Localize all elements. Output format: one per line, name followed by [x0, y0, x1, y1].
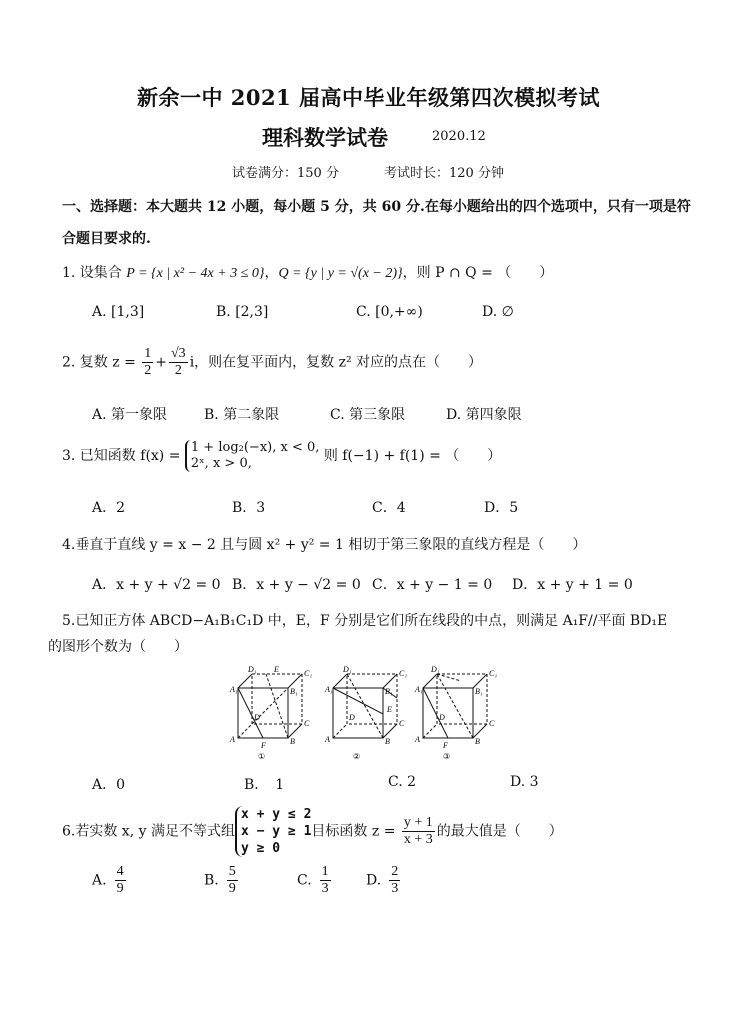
svg-text:F: F [261, 741, 266, 750]
q2-fraction-2: $\frac{√3}{2}$ [171, 346, 186, 378]
duration: 考试时长：120 分钟 [384, 166, 504, 181]
q4-option-b[interactable]: B．x + y − √2 = 0 [232, 577, 361, 593]
q6-prefix: 6.若实数 x, y 满足不等式组 [62, 823, 235, 840]
q2-suffix: i，则在复平面内，复数 z² 对应的点在（ ） [189, 354, 483, 371]
q3-suffix: 则 f(−1) + f(1) = （ ） [323, 448, 502, 464]
q1-option-d[interactable]: D. ∅ [482, 304, 514, 320]
svg-text:A₁: A₁ [230, 685, 238, 694]
section-heading-cont: 合题目要求的. [62, 231, 151, 247]
q6-option-d[interactable]: D. $\frac{2}{3}$ [366, 864, 399, 896]
svg-text:A: A [325, 735, 330, 744]
q6-option-a[interactable]: A. $\frac{4}{9}$ [92, 864, 124, 896]
page-title: 新余一中 2021 届高中毕业年级第四次模拟考试 [136, 85, 601, 110]
question-1: 1. 设集合 P = {x | x² − 4x + 3 ≤ 0}，Q = {y | y = √(x − 2)}，则 P ∩ Q = （ ） [62, 265, 554, 281]
q6-option-c[interactable]: C. $\frac{1}{3}$ [297, 864, 329, 896]
q1-suffix: ，则 P ∩ Q = （ ） [402, 265, 554, 281]
page-subtitle: 理科数学试卷 [262, 125, 388, 150]
q6-suffix: 的最大值是（ ） [436, 823, 563, 840]
q5-option-c[interactable]: C. 2 [388, 774, 417, 790]
cube-figures [228, 664, 498, 762]
exam-date: 2020.12 [432, 129, 486, 144]
svg-text:F: F [443, 741, 448, 750]
svg-text:D₁: D₁ [431, 665, 440, 674]
full-score: 试卷满分：150 分 [232, 166, 339, 181]
figure-label-2: ② [353, 752, 361, 761]
q2-prefix: 2. 复数 z = [62, 354, 141, 371]
question-4: 4.垂直于直线 y = x − 2 且与圆 x² + y² = 1 相切于第三象限的直线方程是（ ） [62, 537, 587, 553]
q2-option-a[interactable]: A. 第一象限 [92, 407, 168, 423]
svg-text:C₁: C₁ [304, 669, 313, 678]
q1-prefix: 1. 设集合 [62, 265, 127, 281]
q6-objective: 目标函数 z = [311, 823, 400, 840]
q2-option-d[interactable]: D. 第四象限 [446, 407, 522, 423]
svg-text:E: E [387, 705, 392, 714]
q1-option-b[interactable]: B. [2,3] [216, 304, 269, 320]
svg-text:A₁: A₁ [325, 685, 333, 694]
svg-text:A: A [415, 735, 420, 744]
q1-option-c[interactable]: C. [0,+∞) [356, 304, 423, 320]
svg-text:B₁: B₁ [385, 687, 393, 696]
figure-label-3: ③ [443, 752, 451, 761]
svg-text:D₁: D₁ [248, 665, 257, 674]
q2-option-b[interactable]: B. 第二象限 [204, 407, 280, 423]
q5-option-a[interactable]: A．0 [92, 777, 126, 793]
svg-text:C: C [399, 719, 405, 728]
q1-set-p: P = {x | x² − 4x + 3 ≤ 0} [126, 266, 265, 281]
question-6 [62, 806, 563, 857]
svg-text:C₁: C₁ [399, 669, 408, 678]
svg-text:D: D [349, 713, 355, 722]
q2-option-c[interactable]: C. 第三象限 [330, 407, 406, 423]
q5-option-d[interactable]: D. 3 [510, 774, 539, 790]
svg-text:B: B [290, 737, 295, 746]
cube-figure-3 [423, 674, 487, 738]
q5-option-b[interactable]: B． 1 [244, 777, 285, 793]
q4-option-a[interactable]: A．x + y + √2 = 0 [92, 577, 221, 593]
svg-text:C: C [304, 719, 310, 728]
svg-text:B₁: B₁ [290, 687, 298, 696]
section-heading: 一、选择题：本大题共 12 小题，每小题 5 分，共 60 分.在每小题给出的四个选项中，只有一项是符 [62, 199, 691, 215]
q3-option-d[interactable]: D．5 [484, 500, 519, 516]
q4-option-d[interactable]: D．x + y + 1 = 0 [512, 577, 633, 593]
q3-prefix: 3. 已知函数 f(x) = [62, 448, 181, 464]
svg-text:A: A [230, 735, 235, 744]
svg-text:C₁: C₁ [489, 669, 498, 678]
question-5-cont: 的图形个数为（ ） [48, 639, 188, 655]
svg-text:D: D [439, 713, 445, 722]
q3-option-c[interactable]: C．4 [372, 500, 406, 516]
svg-text:C: C [489, 719, 495, 728]
q6-constraints: x + y ≤ 2 x − y ≥ 1 y ≥ 0 [235, 806, 311, 857]
svg-text:D: D [254, 713, 260, 722]
svg-text:E: E [274, 665, 279, 674]
q1-option-a[interactable]: A. [1,3] [92, 304, 145, 320]
svg-text:B₁: B₁ [475, 687, 483, 696]
svg-text:B: B [385, 737, 390, 746]
q2-fraction-1: $\frac{1}{2}$ [144, 346, 152, 378]
figure-label-1: ① [258, 752, 266, 761]
q3-option-a[interactable]: A．2 [92, 500, 126, 516]
q6-option-b[interactable]: B. $\frac{5}{9}$ [204, 864, 236, 896]
q3-piecewise: 1 + log₂(−x), x < 0, 2ˣ, x > 0, [185, 440, 319, 472]
q6-z-fraction: $\frac{y + 1}{x + 3}$ [403, 815, 433, 847]
cube-figure-1 [238, 674, 302, 738]
q3-option-b[interactable]: B．3 [232, 500, 266, 516]
svg-text:A₁: A₁ [415, 685, 423, 694]
question-5: 5.已知正方体 ABCD−A₁B₁C₁D 中，E，F 分别是它们所在线段的中点，则满足 A₁F//平面 BD₁E [62, 613, 668, 629]
q1-set-q: Q = {y | y = √(x − 2)} [278, 266, 403, 281]
svg-text:D₁: D₁ [343, 665, 352, 674]
question-3 [62, 440, 501, 472]
svg-text:B: B [475, 737, 480, 746]
q4-option-c[interactable]: C．x + y − 1 = 0 [372, 577, 493, 593]
question-2: 2. 复数 z = $\frac{1}{2}$ + $\frac{√3}{2}$ i，则在复平面内，复数 z² 对应的点在（ ） [62, 346, 483, 378]
